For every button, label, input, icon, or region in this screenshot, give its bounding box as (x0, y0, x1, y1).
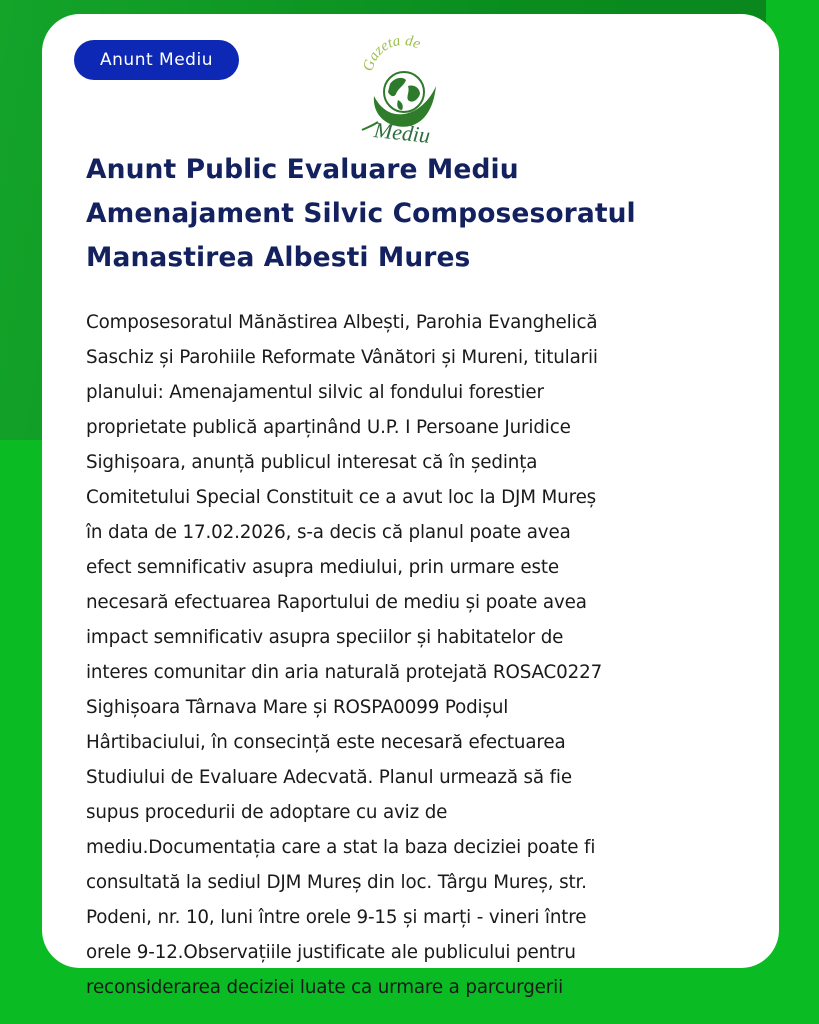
body-line: efect semnificativ asupra mediului, prin urmare este (86, 557, 559, 578)
announcement-card (42, 14, 779, 998)
body-line: Sighișoara, anunță publicul interesat că în ședința (86, 452, 538, 473)
logo-bottom-text: Mediu (372, 117, 432, 146)
body-line: Comitetului Special Constituit ce a avut loc la DJM Mureș (86, 487, 597, 508)
body-line: proprietate publică aparținând U.P. I Persoane Juridice (86, 417, 571, 438)
article-title (86, 148, 766, 280)
globe-leaf-icon (354, 34, 450, 146)
body-line: Hârtibaciului, în consecință este necesară efectuarea (86, 732, 566, 753)
body-line: în data de 17.02.2026, s-a decis că planul poate avea (86, 522, 571, 543)
body-line: Sighișoara Târnava Mare și ROSPA0099 Podișul (86, 697, 509, 718)
category-badge[interactable] (74, 40, 239, 80)
body-line: reconsiderarea deciziei luate ca urmare a parcurgerii (86, 977, 563, 998)
svg-text:Gazeta de (360, 34, 423, 73)
title-line: Amenajament Silvic Composesoratul (86, 198, 636, 229)
body-line: supus procedurii de adoptare cu aviz de (86, 802, 448, 823)
body-line: planului: Amenajamentul silvic al fondului forestier (86, 382, 544, 403)
article-body (86, 305, 746, 1005)
body-line: necesară efectuarea Raportului de mediu și poate avea (86, 592, 587, 613)
title-line: Manastirea Albesti Mures (86, 242, 471, 273)
body-line: Studiului de Evaluare Adecvată. Planul urmează să fie (86, 767, 572, 788)
body-line: mediu.Documentația care a stat la baza deciziei poate fi (86, 837, 596, 858)
gazeta-de-mediu-logo (354, 34, 450, 146)
body-line: interes comunitar din aria naturală protejată ROSAC0227 (86, 662, 603, 683)
body-line: Saschiz și Parohiile Reformate Vânători și Mureni, titularii (86, 347, 598, 368)
body-line: Podeni, nr. 10, luni între orele 9-15 și marți - vineri între (86, 907, 587, 928)
body-line: impact semnificativ asupra speciilor și habitatelor de (86, 627, 564, 648)
body-line: consultată la sediul DJM Mureș din loc. Târgu Mureș, str. (86, 872, 587, 893)
title-line: Anunt Public Evaluare Mediu (86, 154, 519, 185)
body-line: orele 9-12.Observațiile justificate ale publicului pentru (86, 942, 576, 963)
category-badge-label: Anunt Mediu (100, 50, 213, 70)
body-line: Composesoratul Mănăstirea Albești, Parohia Evanghelică (86, 312, 598, 333)
logo-top-text: Gazeta de (360, 34, 423, 74)
